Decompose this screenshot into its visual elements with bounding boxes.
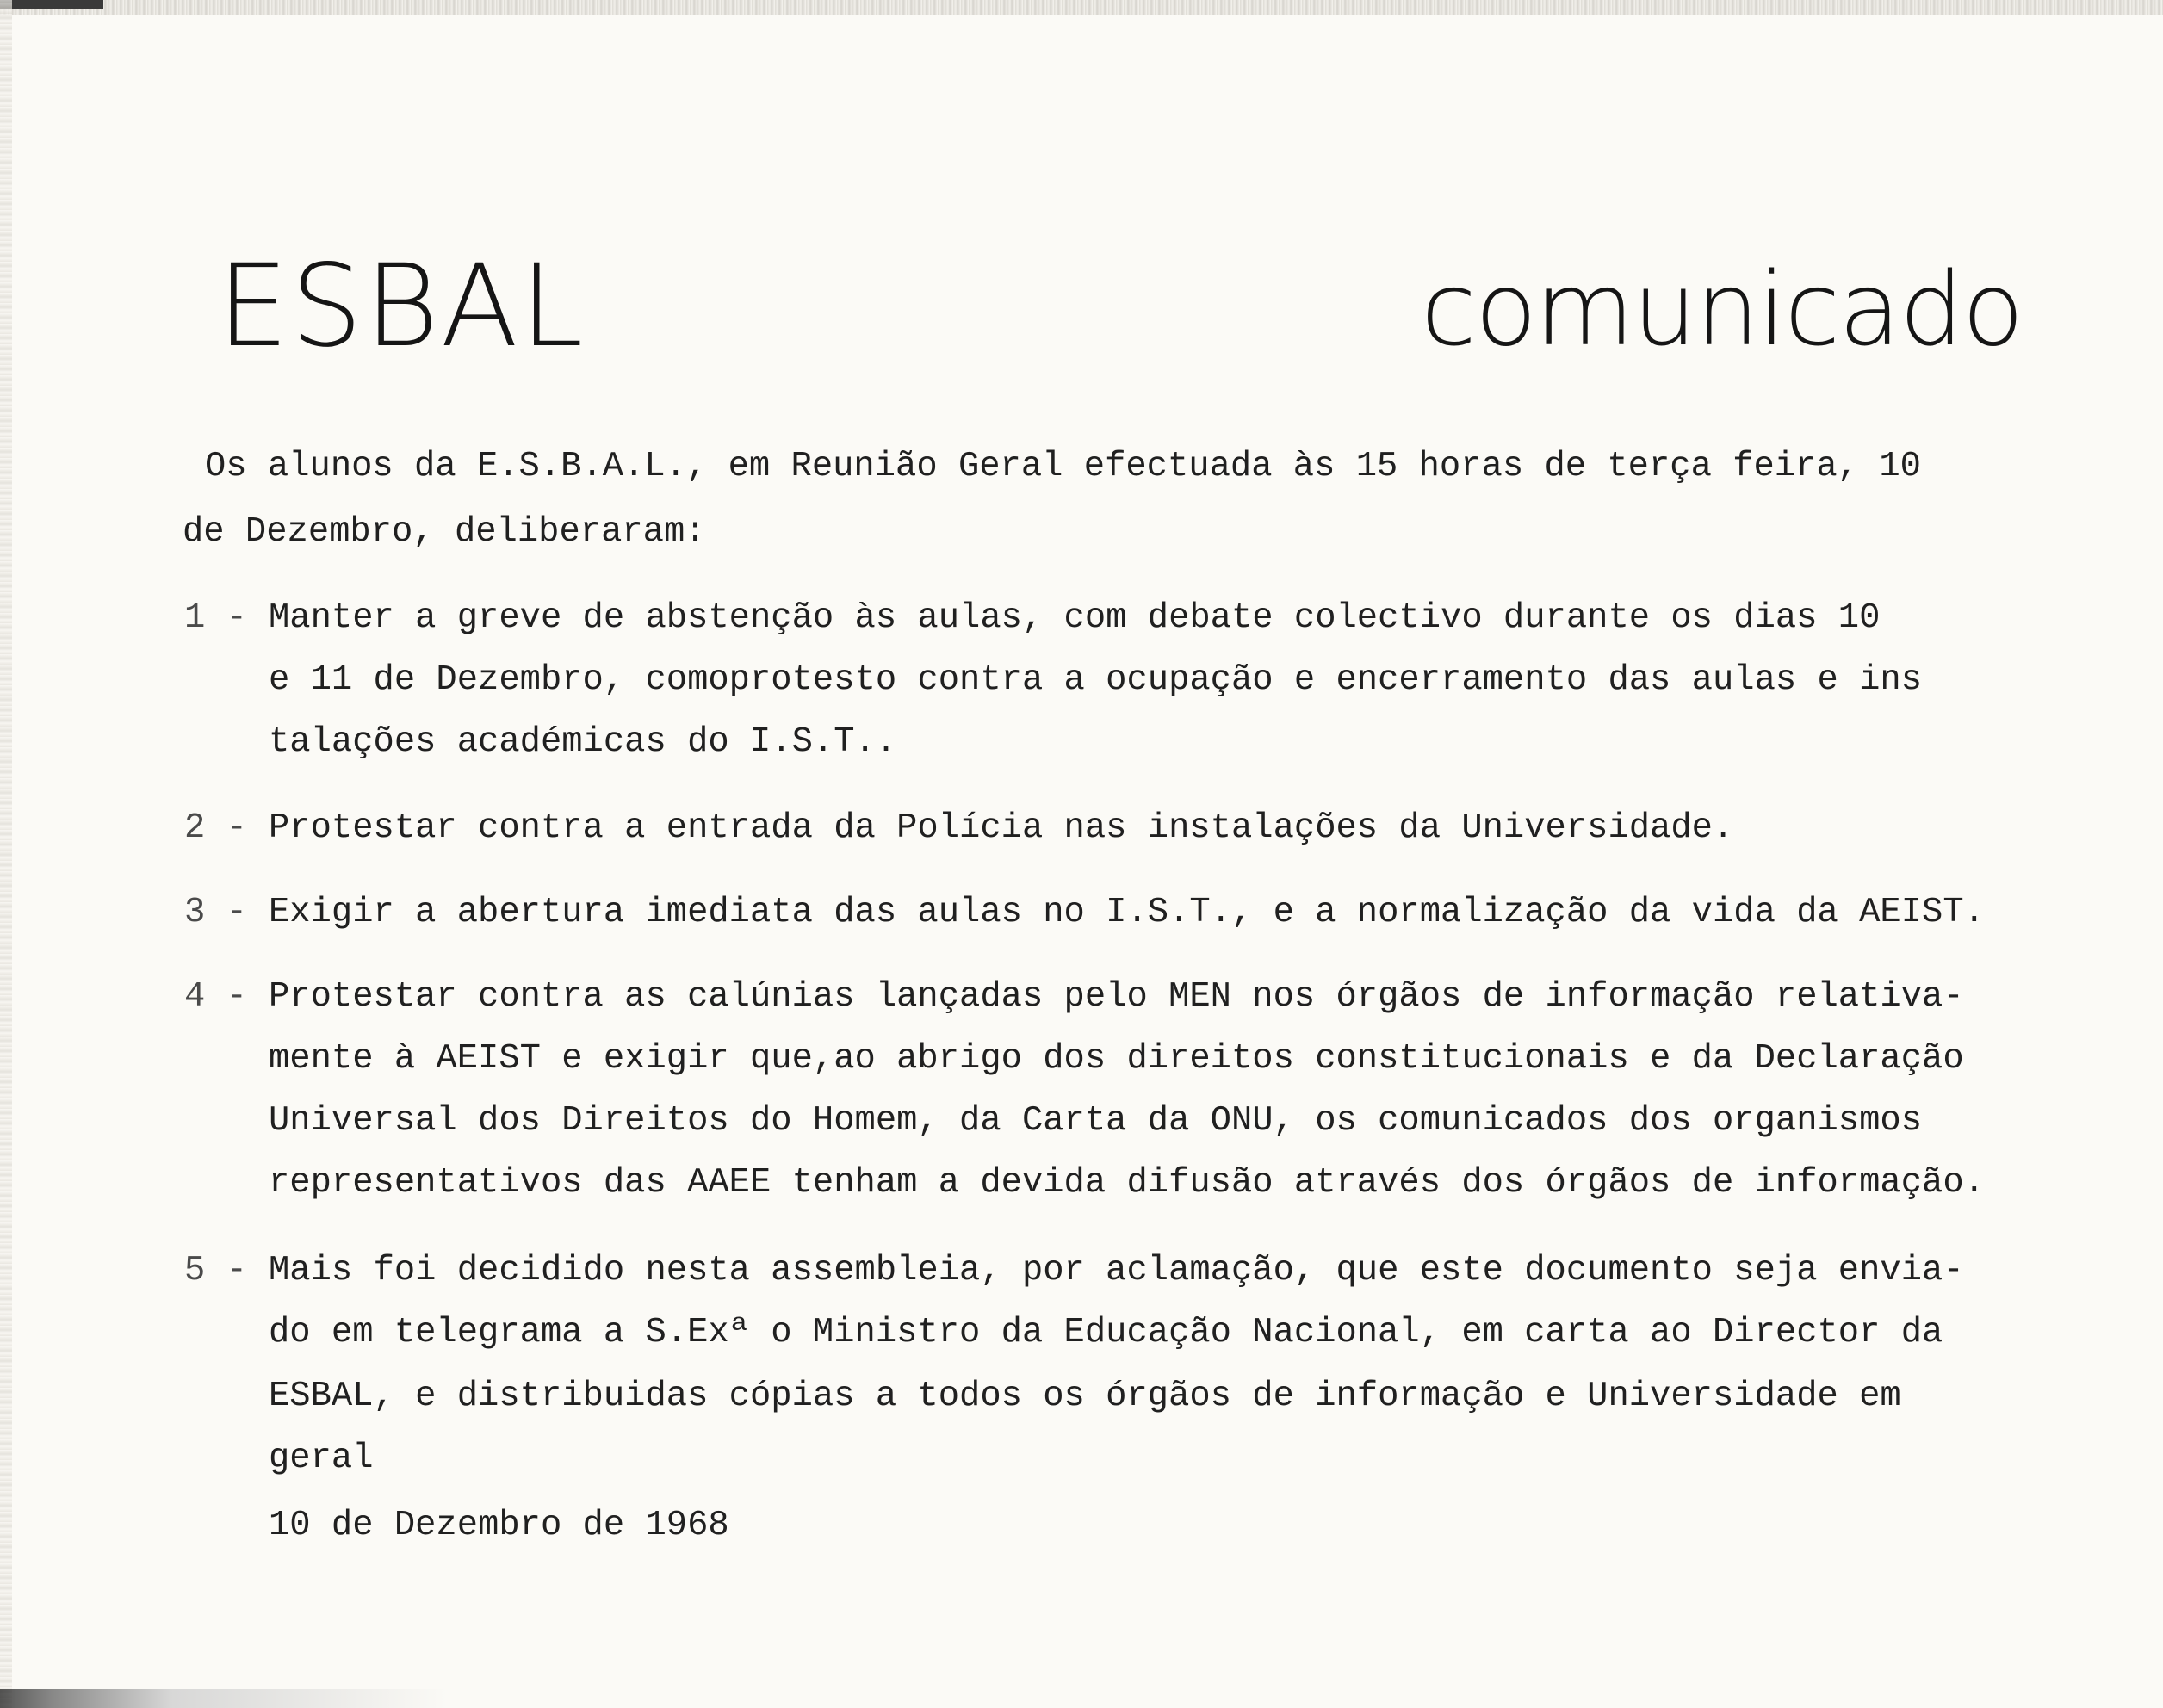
item-5-line-1: Mais foi decidido nesta assembleia, por aclamação, que este documento seja envia-: [269, 1251, 1964, 1290]
document-type-title: comunicado: [1421, 250, 2023, 368]
intro-line-2: de Dezembro, deliberaram:: [183, 512, 706, 552]
organization-title: ESBAL: [217, 240, 586, 373]
item-1-line-3: talações académicas do I.S.T..: [269, 722, 897, 762]
item-3-line-1: Exigir a abertura imediata das aulas no I.S.T., e a normalização da vida da AEIST.: [269, 893, 1985, 932]
item-number-2: 2 -: [184, 808, 247, 848]
item-number-3: 3 -: [184, 893, 247, 932]
item-number-1: 1 -: [184, 598, 247, 638]
intro-line-1: Os alunos da E.S.B.A.L., em Reunião Geral efectuada às 15 horas de terça feira, 10: [205, 447, 1921, 486]
document-date: 10 de Dezembro de 1968: [269, 1506, 729, 1545]
item-number-4: 4 -: [184, 977, 247, 1017]
item-4-line-4: representativos das AAEE tenham a devida difusão através dos órgãos de informação.: [269, 1163, 1985, 1203]
item-5-line-4: geral: [269, 1439, 374, 1478]
item-1-line-1: Manter a greve de abstenção às aulas, com debate colectivo durante os dias 10: [269, 598, 1881, 638]
item-4-line-3: Universal dos Direitos do Homem, da Carta da ONU, os comunicados dos organismos: [269, 1101, 1923, 1141]
item-5-line-2: do em telegrama a S.Exª o Ministro da Educação Nacional, em carta ao Director da: [269, 1313, 1943, 1352]
item-number-5: 5 -: [184, 1251, 247, 1290]
item-1-line-2: e 11 de Dezembro, comoprotesto contra a ocupação e encerramento das aulas e ins: [269, 660, 1923, 700]
item-4-line-2: mente à AEIST e exigir que,ao abrigo dos direitos constitucionais e da Declaração: [269, 1039, 1964, 1079]
item-4-line-1: Protestar contra as calúnias lançadas pelo MEN nos órgãos de informação relativa-: [269, 977, 1964, 1017]
item-2-line-1: Protestar contra a entrada da Polícia nas instalações da Universidade.: [269, 808, 1734, 848]
item-5-line-3: ESBAL, e distribuidas cópias a todos os órgãos de informação e Universidade em: [269, 1377, 1901, 1416]
